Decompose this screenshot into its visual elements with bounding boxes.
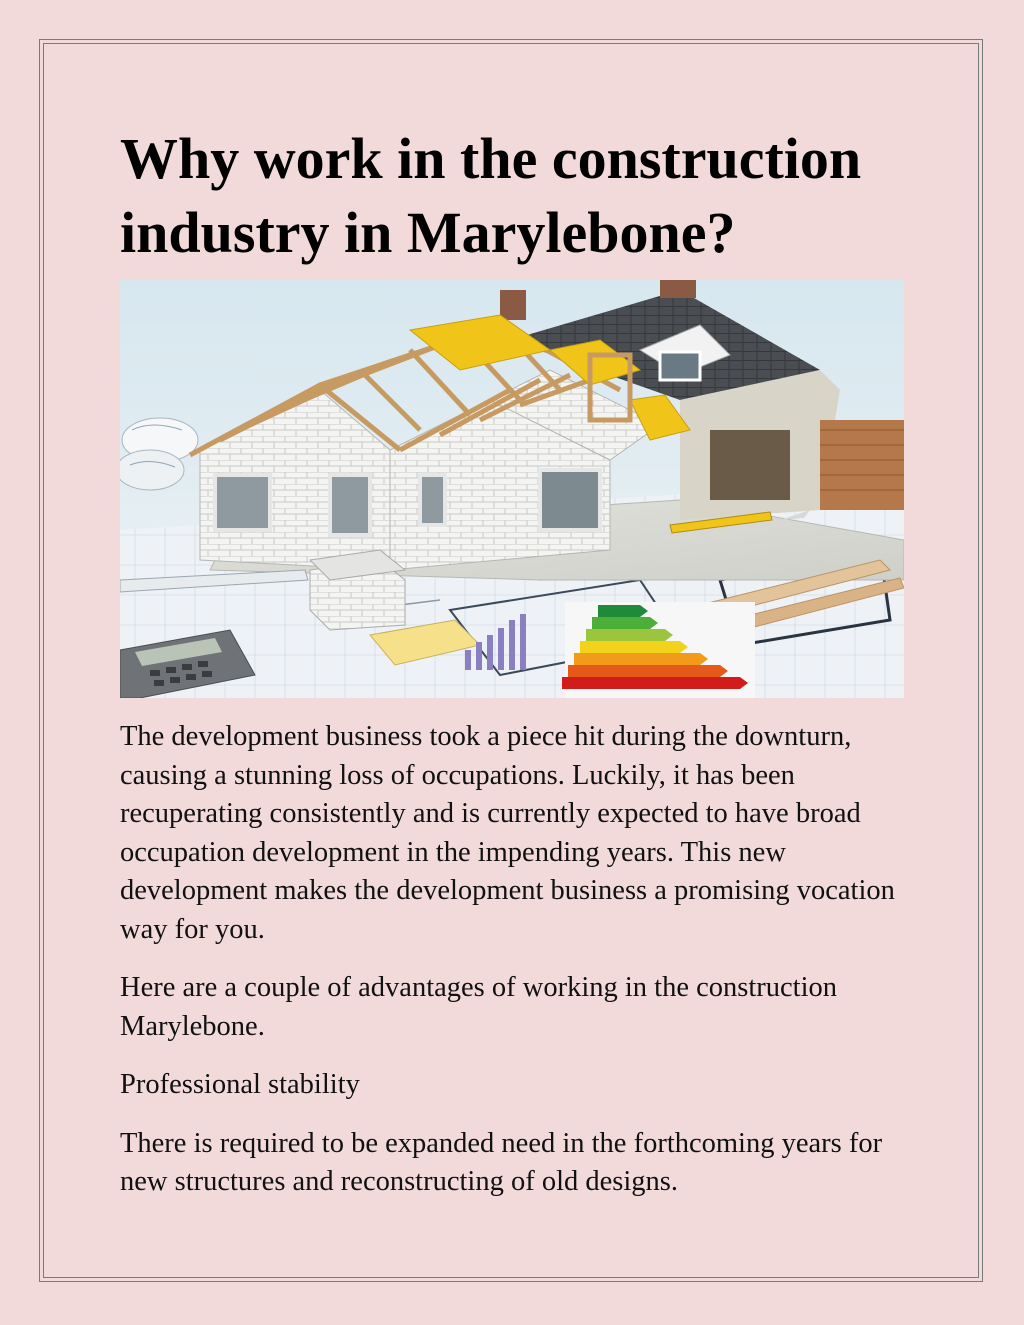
paragraph-intro: The development business took a piece hit during the downturn, causing a stunning loss of occupations. Luckily, it has been recuperating consistently and is currently expected to have broad occupation development in the impending years. This new development makes the development business a promising vocation way for you. [120,721,895,945]
paragraph-stability: There is required to be expanded need in the forthcoming years for new structures and reconstructing of old designs. [120,1127,883,1197]
energy-rating-label [562,602,755,698]
document-content [120,122,910,1202]
section-heading-professional-stability: Professional stability [120,1069,360,1100]
page-title: Why work in the construction industry in Marylebone? [120,126,862,265]
paragraph-advantages: Here are a couple of advantages of working in the construction Marylebone. [120,972,837,1042]
house-construction-image [120,280,904,698]
